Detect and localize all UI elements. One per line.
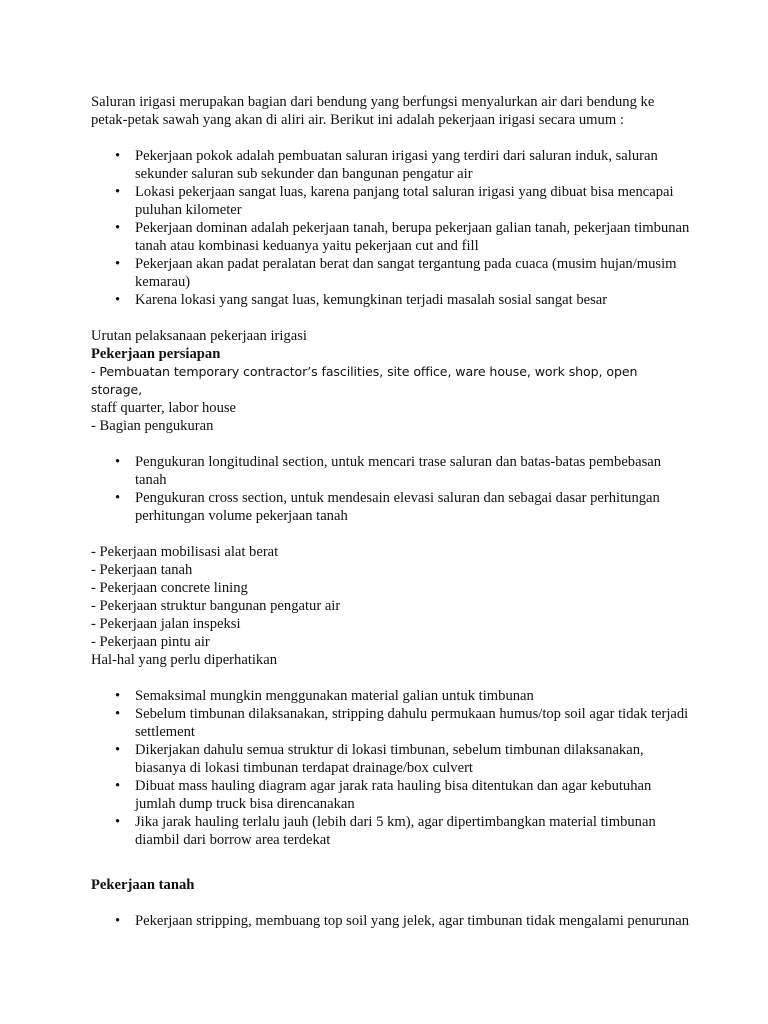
list-item: • Karena lokasi yang sangat luas, kemungkinan terjadi masalah sosial sangat besar: [91, 291, 691, 309]
list-item: • Lokasi pekerjaan sangat luas, karena panjang total saluran irigasi yang dibuat bisa mencapai puluhan kilometer: [91, 183, 691, 219]
notes-list: [91, 687, 691, 849]
work-item: - Pekerjaan pintu air: [91, 634, 210, 650]
general-list: [91, 147, 691, 309]
tanah-heading: Pekerjaan tanah: [91, 877, 195, 893]
work-item: - Pekerjaan concrete lining: [91, 580, 248, 596]
list-item: • Dibuat mass hauling diagram agar jarak rata hauling bisa ditentukan dan agar kebutuhan jumlah dump truck bisa direncanakan: [91, 777, 691, 813]
list-item: • Pekerjaan stripping, membuang top soil yang jelek, agar timbunan tidak mengalami penurunan: [91, 912, 691, 930]
tanah-list: [91, 912, 691, 930]
list-item: • Pengukuran longitudinal section, untuk mencari trase saluran dan batas-batas pembebasan tanah: [91, 453, 691, 489]
persiapan-heading: Pekerjaan persiapan: [91, 346, 221, 362]
work-item: - Pekerjaan jalan inspeksi: [91, 616, 241, 632]
list-item: • Pekerjaan dominan adalah pekerjaan tanah, berupa pekerjaan galian tanah, pekerjaan timbunan tanah atau kombinasi keduanya yaitu pekerjaan cut and fill: [91, 219, 691, 255]
work-items: [91, 543, 691, 651]
list-item: • Pekerjaan akan padat peralatan berat dan sangat tergantung pada cuaca (musim hujan/musim kemarau): [91, 255, 691, 291]
list-item: • Pekerjaan pokok adalah pembuatan saluran irigasi yang terdiri dari saluran induk, saluran sekunder saluran sub sekunder dan bangunan pengatur air: [91, 147, 691, 183]
pengukuran-list: [91, 453, 691, 525]
work-item: - Pekerjaan struktur bangunan pengatur air: [91, 598, 341, 614]
list-item: • Pengukuran cross section, untuk mendesain elevasi saluran dan sebagai dasar perhitungan perhitungan volume pekerjaan tanah: [91, 489, 691, 525]
work-item: - Pekerjaan tanah: [91, 562, 193, 578]
persiapan-line-2: - Bagian pengukuran: [91, 418, 214, 434]
list-item: • Semaksimal mungkin menggunakan material galian untuk timbunan: [91, 687, 691, 705]
list-item: • Dikerjakan dahulu semua struktur di lokasi timbunan, sebelum timbunan dilaksanakan, biasanya di lokasi timbunan terdapat drainage/box culvert: [91, 741, 691, 777]
work-item: - Pekerjaan mobilisasi alat berat: [91, 544, 279, 560]
notes-title: Hal-hal yang perlu diperhatikan: [91, 652, 277, 668]
document-page: [91, 93, 691, 930]
intro-paragraph: Saluran irigasi merupakan bagian dari bendung yang berfungsi menyalurkan air dari bendung ke petak-petak sawah yang akan di aliri air. Berikut ini adalah pekerjaan irigasi secara umum :: [91, 94, 655, 128]
list-item: • Sebelum timbunan dilaksanakan, stripping dahulu permukaan humus/top soil agar tidak terjadi settlement: [91, 705, 691, 741]
persiapan-line-1a: - Pembuatan temporary contractor’s fascilities, site office, ware house, work shop, open storage,: [91, 364, 638, 397]
sequence-title: Urutan pelaksanaan pekerjaan irigasi: [91, 328, 307, 344]
persiapan-line-1b: staff quarter, labor house: [91, 400, 237, 416]
list-item: • Jika jarak hauling terlalu jauh (lebih dari 5 km), agar dipertimbangkan material timbunan diambil dari borrow area terdekat: [91, 813, 691, 849]
